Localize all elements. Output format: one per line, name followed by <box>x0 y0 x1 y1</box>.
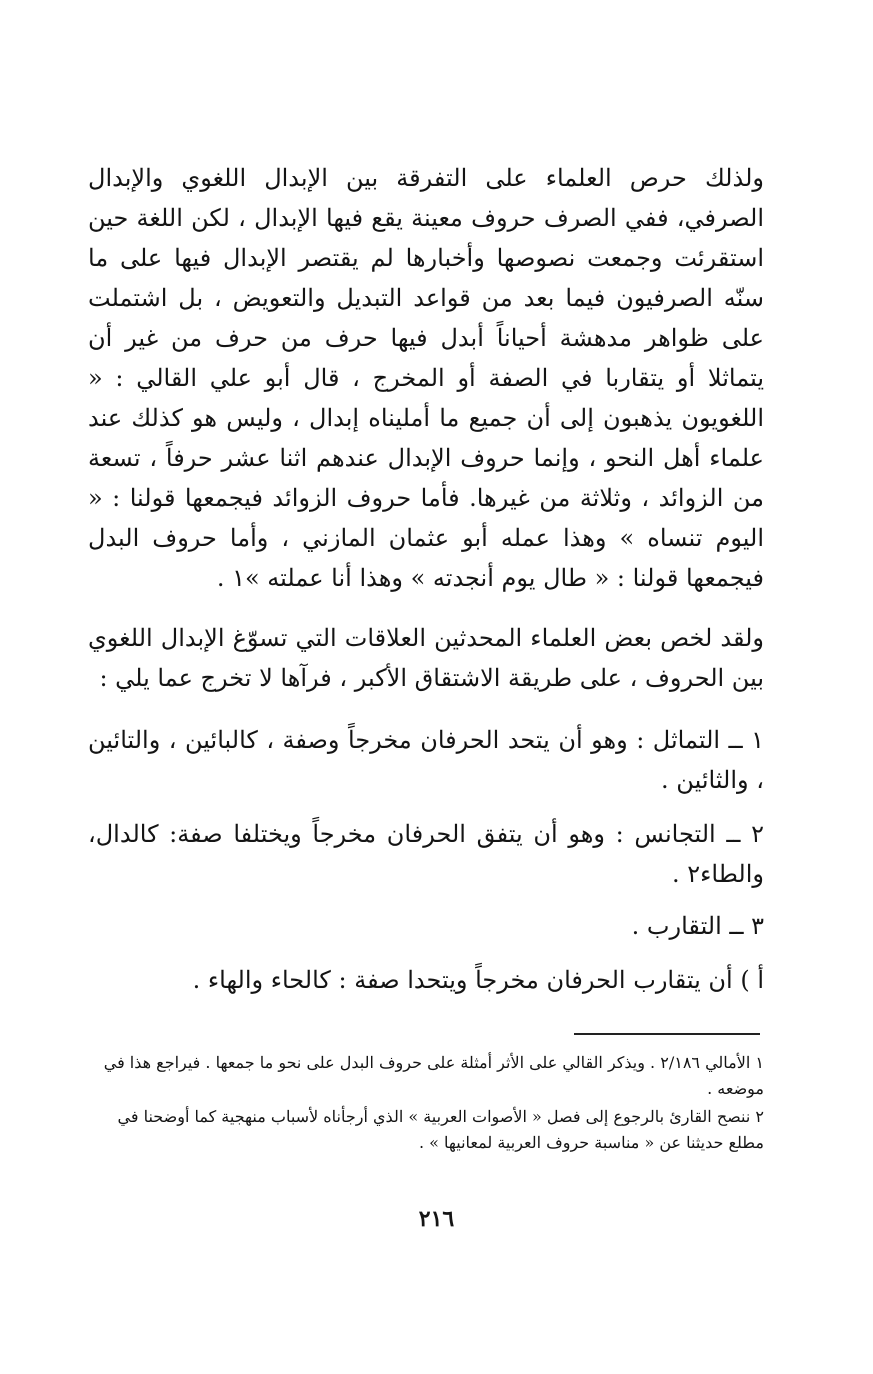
footnotes <box>88 1050 764 1158</box>
second-paragraph: ولقد لخص بعض العلماء المحدثين العلاقات التي تسوّغ الإبدال اللغوي بين الحروف ، على طريقة الاشتقاق الأكبر ، فرآها لا تخرج عما يلي : <box>88 624 765 692</box>
footnote-2: ٢ ننصح القارئ بالرجوع إلى فصل « الأصوات العربية » الذي أرجأناه لأسباب منهجية كما أوضحنا في مطلع حديثنا عن « مناسبة حروف العربية لمعانيها » . <box>117 1107 764 1152</box>
main-paragraph: ولذلك حرص العلماء على التفرقة بين الإبدال اللغوي والإبدال الصرفي، ففي الصرف حروف معينة يقع فيها الإبدال ، لكن اللغة حين استقرئت وجمعت نصوصها وأخبارها لم يقتصر الإبدال فيها على ما سنّه الصرفيون فيما بعد من قواعد التبديل والتعويض ، بل اشتملت على ظواهر مدهشة أحياناً أبدل فيها حرف من حرف من غير أن يتماثلا أو يتقاربا في الصفة أو المخرج ، قال أبو علي القالي : « اللغويون يذهبون إلى أن جميع ما أمليناه إبدال ، وليس هو كذلك عند علماء أهل النحو ، وإنما حروف الإبدال عندهم اثنا عشر حرفاً ، تسعة من الزوائد ، وثلاثة من غيرها. فأما حروف الزوائد فيجمعها قولنا : « اليوم تنساه » وهذا عمله أبو عثمان المازني ، وأما حروف البدل فيجمعها قولنا : « طال يوم أنجدته » وهذا أنا عملته »١ . <box>88 164 765 592</box>
list-item-tamathul: ١ ــ التماثل : وهو أن يتحد الحرفان مخرجاً وصفة ، كالبائين ، والتائين ، والثائين . <box>88 726 765 794</box>
footnote-divider <box>574 1033 760 1035</box>
list-item-taqarub: ٣ ــ التقارب . <box>631 912 764 940</box>
list-item-tajanus: ٢ ــ التجانس : وهو أن يتفق الحرفان مخرجاً ويختلفا صفة: كالدال، والطاء٢ . <box>88 820 764 888</box>
list-subitem-a: أ ) أن يتقارب الحرفان مخرجاً ويتحدا صفة : كالحاء والهاء . <box>192 966 764 994</box>
page-number: ٢١٦ <box>418 1206 455 1232</box>
footnote-1: ١ الأمالي ٢/١٨٦ . ويذكر القالي على الأثر أمثلة على حروف البدل على نحو ما جمعها . فيراجع هذا في موضعه . <box>103 1053 764 1098</box>
